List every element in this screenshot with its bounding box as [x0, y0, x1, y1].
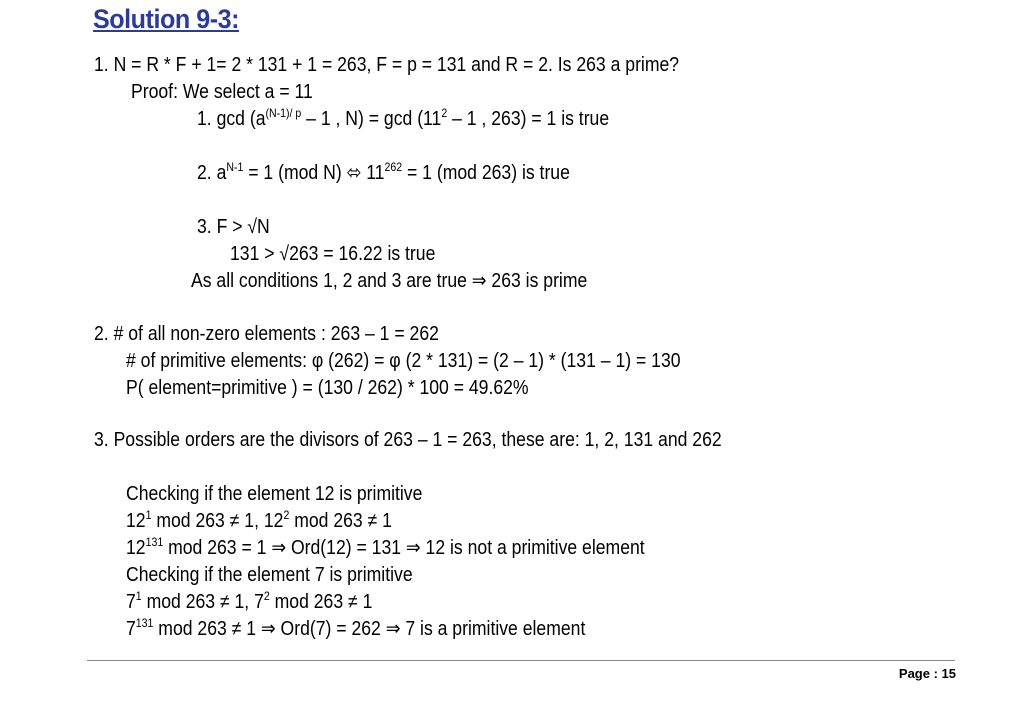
- check-12-powers: $12^1$ mod 263 ≠ 1, $12^2$ mod 263 ≠ 1: [126, 508, 392, 532]
- check-7-powers: $7^1$ mod 263 ≠ 1, $7^2$ mod 263 ≠ 1: [126, 589, 373, 613]
- page-number: Page : 15: [898, 666, 956, 681]
- condition-3: 3. F > √N: [197, 216, 270, 238]
- problem-2-nonzero: 2. # of all non-zero elements : 263 – 1 = 262: [94, 323, 439, 345]
- problem-3-orders: 3. Possible orders are the divisors of 263 – 1 = 263, these are: 1, 2, 131 and 262: [94, 429, 722, 451]
- conclusion: As all conditions 1, 2 and 3 are true ⇒ 263 is prime: [191, 270, 588, 292]
- check-12-heading: Checking if the element 12 is primitive: [126, 483, 423, 505]
- check-7-heading: Checking if the element 7 is primitive: [126, 564, 413, 586]
- footer-divider: [87, 660, 955, 661]
- page-title: Solution 9-3:: [93, 4, 240, 34]
- condition-3-check: 131 > √263 = 16.22 is true: [230, 243, 436, 265]
- problem-2-primitive-count: # of primitive elements: φ (262) = φ (2 * 131) = (2 – 1) * (131 – 1) = 130: [126, 350, 681, 372]
- condition-2: 2. $a^{N-1} = 1$ (mod N) ⬄ $11^{262} = 1$ (mod 263) is true: [197, 160, 570, 184]
- problem-1-statement: 1. N = R * F + 1= 2 * 131 + 1 = 263, F = p = 131 and R = 2. Is 263 a prime?: [94, 54, 680, 76]
- problem-2-probability: P( element=primitive ) = (130 / 262) * 100 = 49.62%: [126, 377, 529, 399]
- condition-1: 1. $\gcd (a^{(N-1)/ p} - 1$ , $N) = \gcd (11^2 - 1$ , 263) = 1 is true: [197, 106, 610, 130]
- proof-intro: Proof: We select a = 11: [131, 81, 313, 103]
- check-7-result: $7^{131}$ mod 263 ≠ 1 ⇒ Ord(7) = 262 ⇒ 7 is a primitive element: [126, 616, 586, 640]
- check-12-result: $12^{131}$ mod 263 = 1 ⇒ Ord(12) = 131 ⇒ 12 is not a primitive element: [126, 535, 645, 559]
